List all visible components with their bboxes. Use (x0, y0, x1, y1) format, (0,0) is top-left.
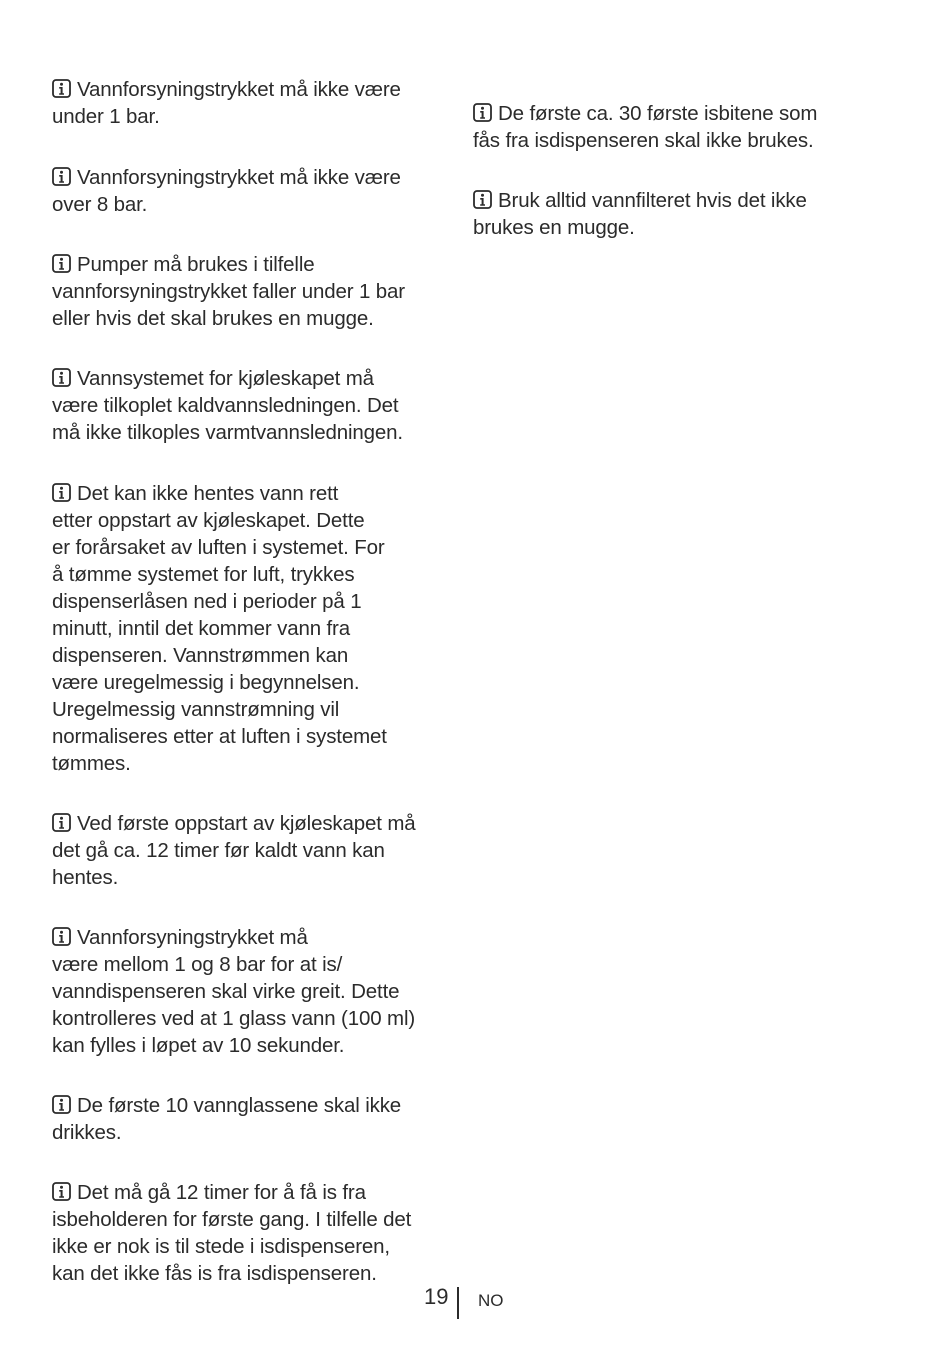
note-text: Vannforsyningstrykket må ikke være over 8 bar. (52, 166, 401, 216)
info-icon (52, 482, 71, 501)
info-icon (52, 367, 71, 386)
info-icon (473, 189, 492, 208)
note-text: Det må gå 12 timer for å få is fra isbeholderen for første gang. I tilfelle det ikke er nok is til stede i isdispenseren, kan det ikke fås is fra isdispenseren. (52, 1181, 412, 1285)
info-icon (52, 78, 71, 97)
info-icon (52, 812, 71, 831)
note-text: Ved første oppstart av kjøleskapet må det gå ca. 12 timer før kaldt vann kan hentes. (52, 812, 416, 889)
info-icon (473, 102, 492, 121)
info-note (52, 224, 452, 332)
info-note (52, 897, 452, 1059)
info-icon (52, 926, 71, 945)
info-note (52, 338, 452, 446)
note-text: Vannforsyningstrykket må ikke være under 1 bar. (52, 78, 401, 128)
info-note (52, 453, 452, 777)
note-text: De første 10 vannglassene skal ikke drikkes. (52, 1094, 402, 1144)
note-text: De første ca. 30 første isbitene som fås fra isdispenseren skal ikke brukes. (473, 102, 818, 152)
note-text: Pumper må brukes i tilfelle vannforsyningstrykket faller under 1 bar eller hvis det skal brukes en mugge. (52, 253, 405, 330)
info-icon (52, 253, 71, 272)
note-text: Det kan ikke hentes vann rett etter oppstart av kjøleskapet. Dette er forårsaket av luften i systemet. For å tømme systemet for luft, trykkes dispenserlåsen ned i perioder på 1 minutt, inntil det kommer vann fra dispenseren. Vannstrømmen kan være uregelmessig i begynnelsen. Uregelmessig vannstrømning vil normaliseres etter at luften i systemet tømmes. (52, 482, 387, 775)
page-footer (0, 1284, 950, 1324)
info-note (52, 137, 452, 218)
language-code: NO (478, 1291, 504, 1310)
info-note (52, 1065, 452, 1146)
info-icon (52, 1094, 71, 1113)
note-text: Vannforsyningstrykket må være mellom 1 og 8 bar for at is/ vanndispenseren skal virke greit. Dette kontrolleres ved at 1 glass vann (100 ml) kan fylles i løpet av 10 sekunder. (52, 926, 416, 1057)
footer-divider (457, 1287, 459, 1319)
info-note (52, 783, 452, 891)
page-number: 19 (424, 1284, 449, 1309)
info-icon (52, 166, 71, 185)
info-note (473, 160, 873, 241)
info-note (473, 73, 873, 154)
note-text: Vannsystemet for kjøleskapet må være tilkoplet kaldvannsledningen. Det må ikke tilkoples varmtvannsledningen. (52, 367, 403, 444)
note-text: Bruk alltid vannfilteret hvis det ikke brukes en mugge. (473, 189, 807, 239)
info-note (52, 1152, 452, 1287)
info-icon (52, 1181, 71, 1200)
info-note (52, 49, 452, 130)
